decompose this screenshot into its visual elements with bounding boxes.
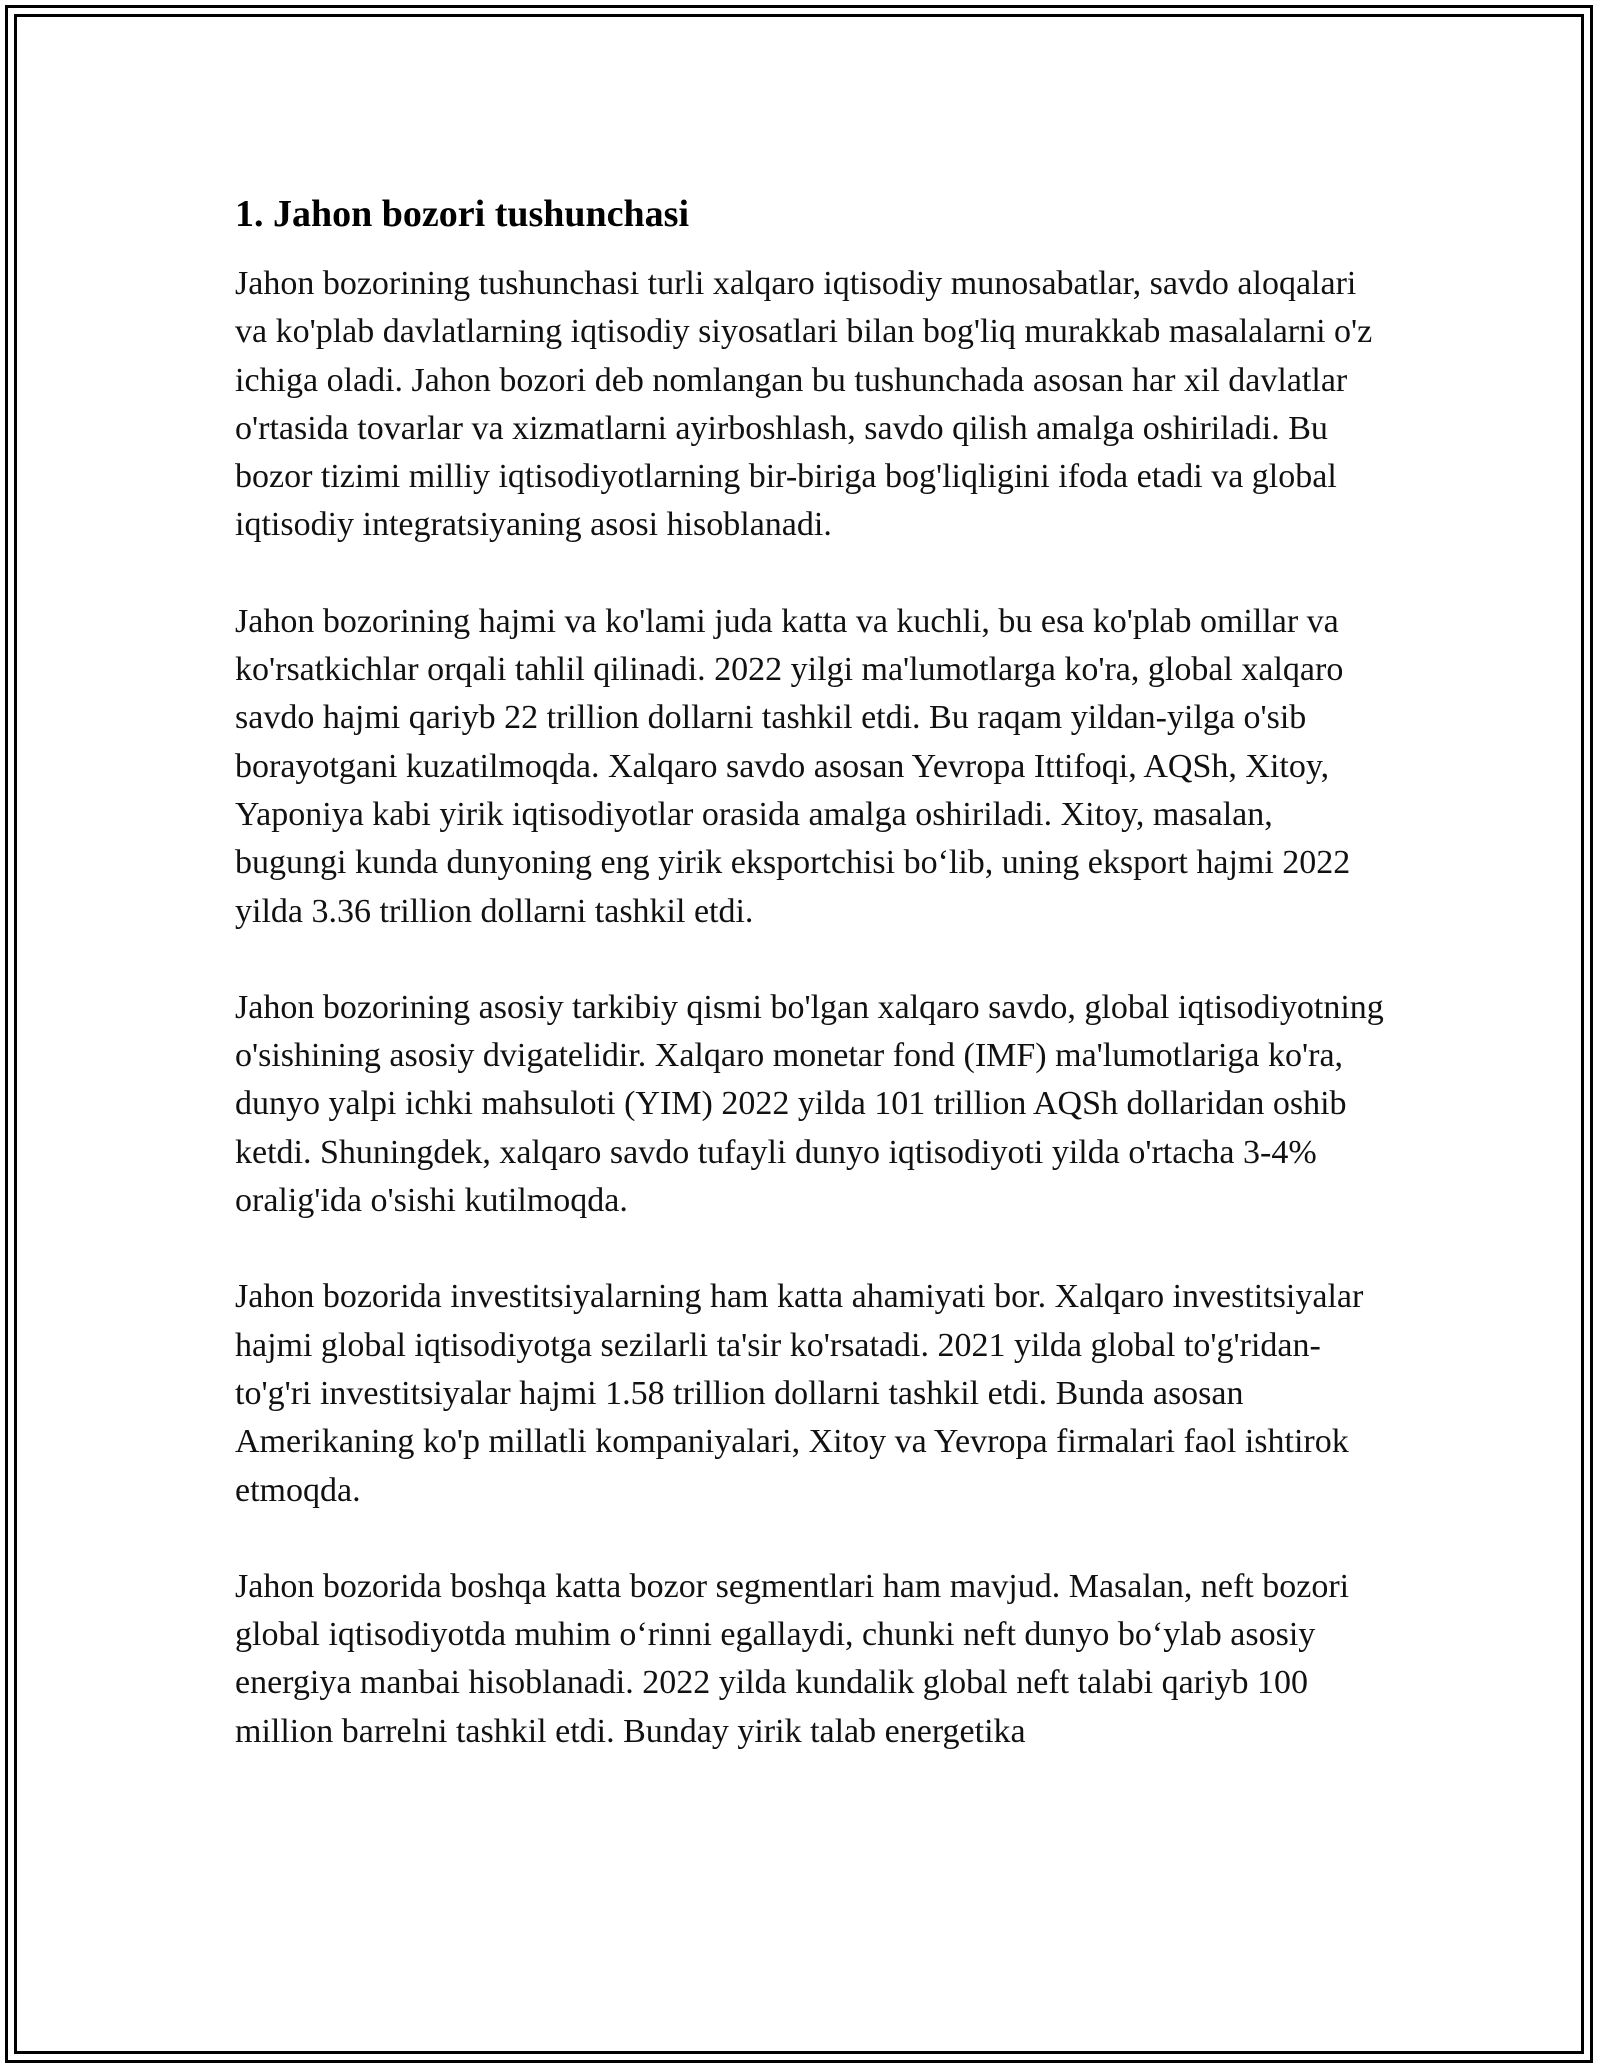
document-content (235, 188, 1385, 1804)
paragraph-3: Jahon bozorining asosiy tarkibiy qismi bo'lgan xalqaro savdo, global iqtisodiyotning o'sishining asosiy dvigatelidir. Xalqaro monetar fond (IMF) ma'lumotlariga ko'ra, dunyo yalpi ichki mahsuloti (YIM) 2022 yilda 101 trillion AQSh dollaridan oshib ketdi. Shuningdek, xalqaro savdo tufayli dunyo iqtisodiyoti yilda o'rtacha 3-4% oralig'ida o'sishi kutilmoqda. (235, 988, 1384, 1220)
section-heading: 1. Jahon bozori tushunchasi (235, 193, 690, 235)
paragraph-5: Jahon bozorida boshqa katta bozor segmentlari ham mavjud. Masalan, neft bozori global iqtisodiyotda muhim o‘rinni egallaydi, chunki neft dunyo bo‘ylab asosiy energiya manbai hisoblanadi. 2022 yilda kundalik global neft talabi qariyb 100 million barrelni tashkil etdi. Bunday yirik talab energetika (235, 1567, 1350, 1750)
paragraph-1: Jahon bozorining tushunchasi turli xalqaro iqtisodiy munosabatlar, savdo aloqalari va ko'plab davlatlarning iqtisodiy siyosatlari bilan bog'liq murakkab masalalarni o'z ichiga oladi. Jahon bozori deb nomlangan bu tushunchada asosan har xil davlatlar o'rtasida tovarlar va xizmatlarni ayirboshlash, savdo qilish amalga oshiriladi. Bu bozor tizimi milliy iqtisodiyotlarning bir-biriga bog'liqligini ifoda etadi va global iqtisodiy integratsiyaning asosi hisoblanadi. (235, 265, 1373, 544)
paragraph-4: Jahon bozorida investitsiyalarning ham katta ahamiyati bor. Xalqaro investitsiyalar hajmi global iqtisodiyotga sezilarli ta'sir ko'rsatadi. 2021 yilda global to'g'ridan-to'g'ri investitsiyalar hajmi 1.58 trillion dollarni tashkil etdi. Bunda asosan Amerikaning ko'p millatli kompaniyalari, Xitoy va Yevropa firmalari faol ishtirok etmoqda. (235, 1278, 1364, 1509)
paragraph-2: Jahon bozorining hajmi va ko'lami juda katta va kuchli, bu esa ko'plab omillar va ko'rsatkichlar orqali tahlil qilinadi. 2022 yilgi ma'lumotlarga ko'ra, global xalqaro savdo hajmi qariyb 22 trillion dollarni tashkil etdi. Bu raqam yildan-yilga o'sib borayotgani kuzatilmoqda. Xalqaro savdo asosan Yevropa Ittifoqi, AQSh, Xitoy, Yaponiya kabi yirik iqtisodiyotlar orasida amalga oshiriladi. Xitoy, masalan, bugungi kunda dunyoning eng yirik eksportchisi bo‘lib, uning eksport hajmi 2022 yilda 3.36 trillion dollarni tashkil etdi. (235, 602, 1351, 930)
